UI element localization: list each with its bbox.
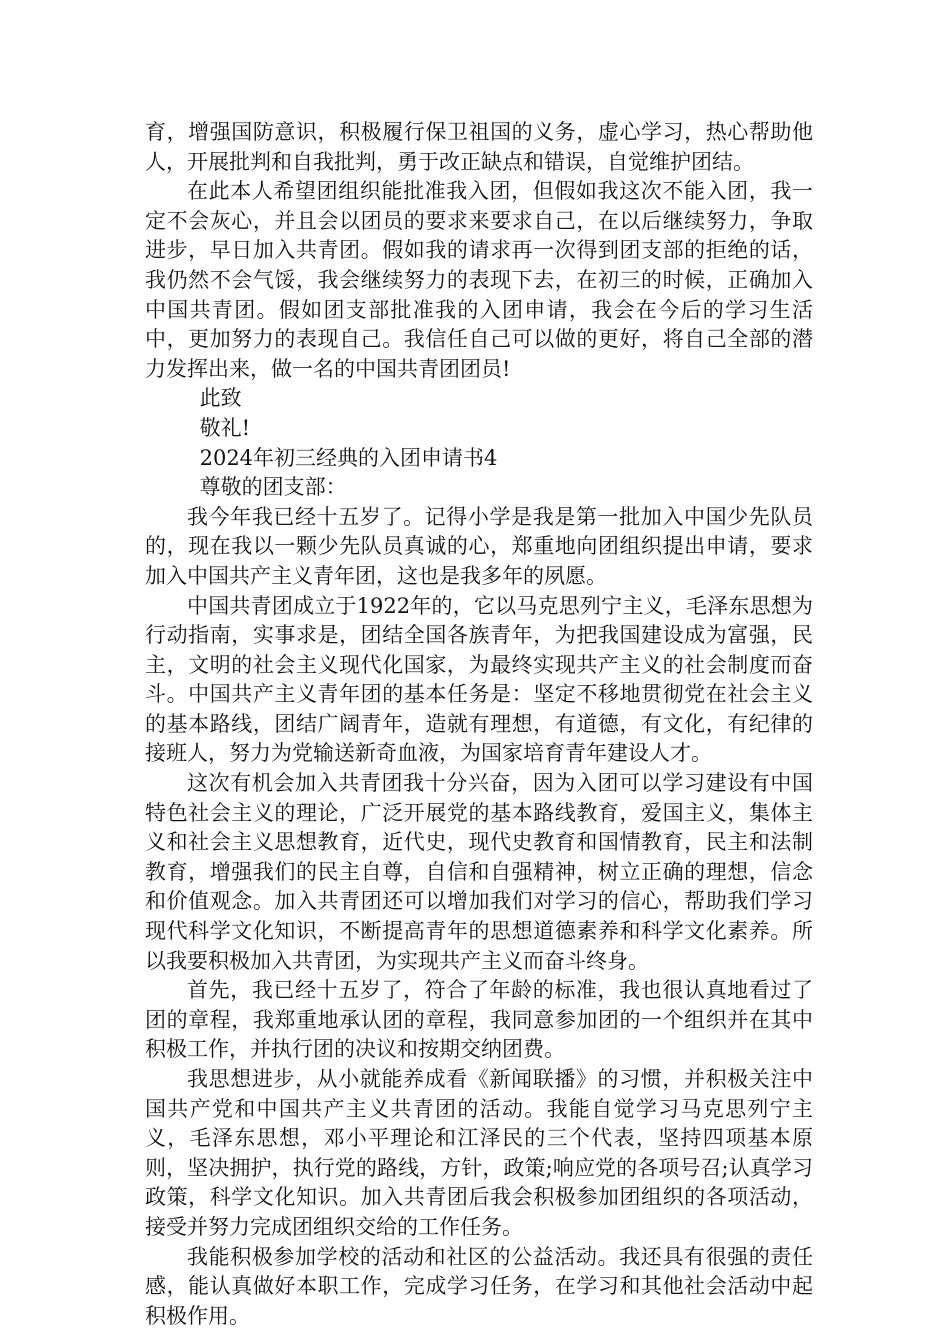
paragraph-eligibility: 首先，我已经十五岁了，符合了年龄的标准，我也很认真地看过了团的章程，我郑重地承认团的章程，我同意参加团的一个组织并在其中积极工作，并执行团的决议和按期交纳团费。 xyxy=(145,978,813,1062)
section-title: 2024年初三经典的入团申请书4 xyxy=(199,445,498,470)
paragraph-motivation: 这次有机会加入共青团我十分兴奋，因为入团可以学习建设有中国特色社会主义的理论，广泛开展党的基本路线教育，爱国主义，集体主义和社会主义思想教育，近代史，现代史教育和国情教育，民主和法制教育，增强我们的民主自尊，自信和自强精神，树立正确的理想，信念和价值观念。加入共青团还可以增加我们对学习的信心，帮助我们学习现代科学文化知识，不断提高青年的思想道德素养和科学文化素养。所以我要积极加入共青团，为实现共产主义而奋斗终身。 xyxy=(145,771,813,973)
paragraph-hope: 在此本人希望团组织能批准我入团，但假如我这次不能入团，我一定不会灰心，并且会以团员的要求来要求自己，在以后继续努力，争取进步，早日加入共青团。假如我的请求再一次得到团支部的拒绝的话，我仍然不会气馁，我会继续努力的表现下去，在初三的时候，正确加入中国共青团。假如团支部批准我的入团申请，我会在今后的学习生活中，更加努力的表现自己。我信任自己可以做的更好，将自己全部的潜力发挥出来，做一名的中国共青团团员! xyxy=(145,179,813,381)
paragraph-ideology: 我思想进步，从小就能养成看《新闻联播》的习惯，并积极关注中国共产党和中国共产主义共青团的活动。我能自觉学习马克思列宁主义，毛泽东思想，邓小平理论和江泽民的三个代表，坚持四项基本原则，坚决拥护，执行党的路线，方针，政策;响应党的各项号召;认真学习政策，科学文化知识。加入共青团后我会积极参加团组织的各项活动，接受并努力完成团组织交给的工作任务。 xyxy=(145,1067,813,1239)
closing-regards: 敬礼! xyxy=(199,415,251,440)
paragraph-continuation: 育，增强国防意识，积极履行保卫祖国的义务，虚心学习，热心帮助他人，开展批判和自我批判，勇于改正缺点和错误，自觉维护团结。 xyxy=(145,120,813,174)
document-body xyxy=(145,118,813,1331)
greeting: 尊敬的团支部： xyxy=(199,475,347,500)
paragraph-intro: 我今年我已经十五岁了。记得小学是我是第一批加入中国少先队员的，现在我以一颗少先队员真诚的心，郑重地向团组织提出申请，要求加入中国共产主义青年团，这也是我多年的夙愿。 xyxy=(145,504,813,588)
paragraph-activities: 我能积极参加学校的活动和社区的公益活动。我还具有很强的责任感，能认真做好本职工作，完成学习任务，在学习和其他社会活动中起积极作用。 xyxy=(145,1244,813,1328)
closing-salutation: 此致 xyxy=(199,386,242,411)
paragraph-history: 中国共青团成立于1922年的，它以马克思列宁主义，毛泽东思想为行动指南，实事求是，团结全国各族青年，为把我国建设成为富强，民主，文明的社会主义现代化国家，为最终实现共产主义的社会制度而奋斗。中国共产主义青年团的基本任务是：坚定不移地贯彻党在社会主义的基本路线，团结广阔青年，造就有理想，有道德，有文化，有纪律的接班人，努力为党输送新奇血液，为国家培育青年建设人才。 xyxy=(145,593,813,766)
